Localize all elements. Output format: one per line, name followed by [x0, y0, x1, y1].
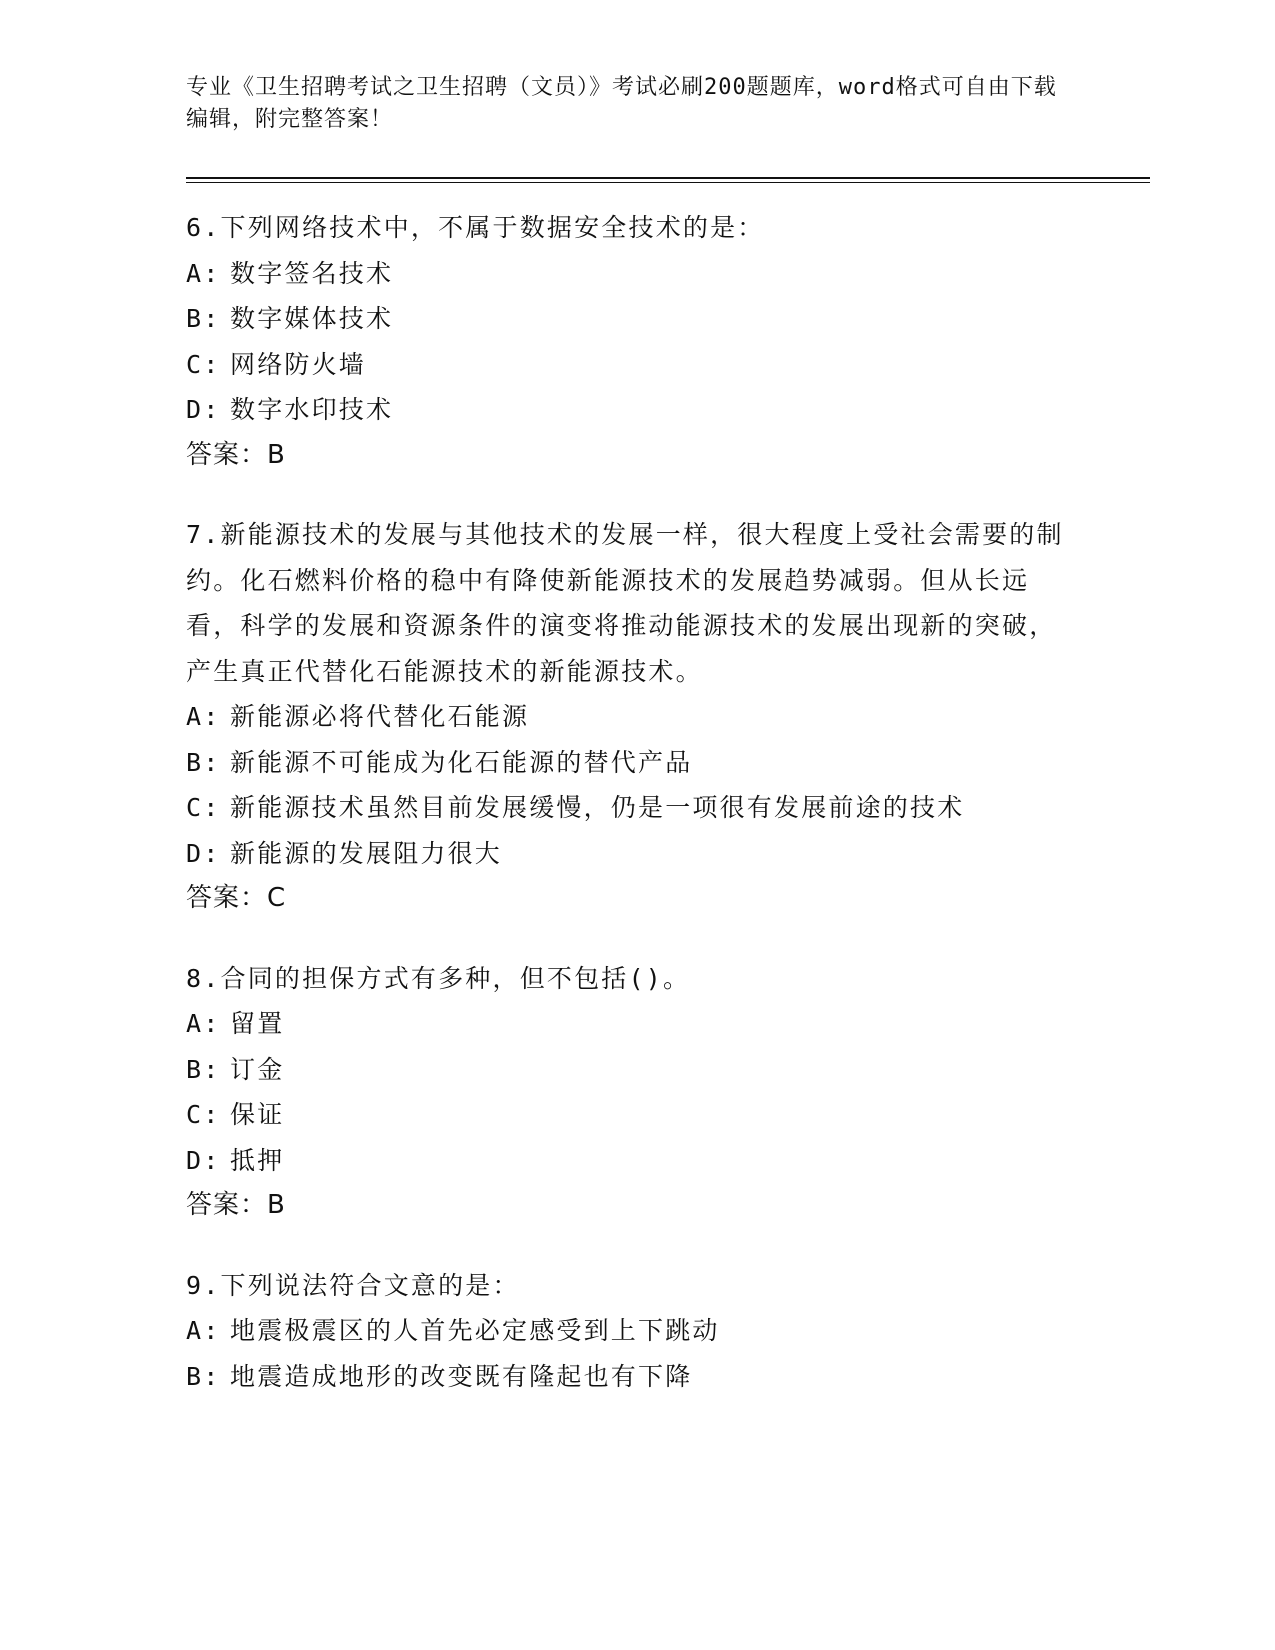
question-9 [186, 1263, 1066, 1400]
answer-line: 答案：B [186, 1190, 286, 1220]
option-text: 新能源必将代替化石能源 [230, 702, 530, 731]
option-letter: B: [186, 1361, 221, 1391]
question-8 [186, 956, 1066, 1229]
option-text: 订金 [230, 1054, 285, 1084]
option-b [186, 1047, 1066, 1093]
option-letter: B: [186, 747, 221, 777]
option-text: 网络防火墙 [230, 349, 367, 379]
option-d [186, 1138, 1066, 1184]
option-text: 留置 [230, 1009, 285, 1038]
option-a [186, 694, 1066, 740]
option-d [186, 831, 1066, 877]
option-letter: B: [186, 304, 221, 333]
question-stem: 7.新能源技术的发展与其他技术的发展一样，很大程度上受社会需要的制约。化石燃料价格的稳中有降使新能源技术的发展趋势减弱。但从长远看，科学的发展和资源条件的演变将推动能源技术的发展出现新的突破，产生真正代替化石能源技术的新能源技术。 [186, 520, 1064, 686]
option-b [186, 740, 1066, 786]
header-divider-thin [186, 182, 1150, 183]
option-b [186, 296, 1066, 342]
option-a [186, 1308, 1066, 1354]
question-list [186, 205, 1066, 1433]
option-text: 新能源技术虽然目前发展缓慢，仍是一项很有发展前途的技术 [230, 793, 965, 822]
option-text: 新能源的发展阻力很大 [230, 838, 503, 868]
option-text: 地震造成地形的改变既有隆起也有下降 [230, 1361, 693, 1391]
question-stem: 8.合同的担保方式有多种，但不包括()。 [186, 963, 691, 993]
option-text: 地震极震区的人首先必定感受到上下跳动 [230, 1316, 720, 1345]
option-letter: C: [186, 1100, 221, 1129]
option-text: 新能源不可能成为化石能源的替代产品 [230, 747, 693, 777]
answer-line: 答案：B [186, 439, 286, 470]
option-text: 数字签名技术 [230, 258, 394, 288]
option-c [186, 342, 1066, 388]
option-b [186, 1354, 1066, 1400]
option-letter: D: [186, 395, 221, 424]
document-intro: 专业《卫生招聘考试之卫生招聘（文员）》考试必刷200题题库，word格式可自由下载编辑，附完整答案！ [186, 75, 1057, 132]
option-a [186, 1001, 1066, 1047]
option-letter: B: [186, 1054, 221, 1084]
option-c [186, 1092, 1066, 1138]
option-letter: C: [186, 349, 221, 379]
option-c [186, 785, 1066, 831]
option-letter: A: [186, 1316, 221, 1345]
option-letter: A: [186, 1009, 221, 1038]
option-letter: D: [186, 838, 221, 868]
question-6 [186, 205, 1066, 478]
option-letter: C: [186, 793, 221, 822]
question-7 [186, 512, 1066, 922]
option-text: 数字媒体技术 [230, 304, 394, 333]
answer-line: 答案：C [186, 883, 287, 913]
option-a [186, 251, 1066, 297]
question-stem: 9.下列说法符合文意的是： [186, 1270, 520, 1300]
option-letter: A: [186, 258, 221, 288]
header-divider-thick [186, 177, 1150, 179]
option-letter: A: [186, 702, 221, 731]
option-text: 保证 [230, 1100, 285, 1129]
question-stem: 6.下列网络技术中，不属于数据安全技术的是： [186, 213, 765, 242]
option-text: 数字水印技术 [230, 395, 394, 424]
option-text: 抵押 [230, 1145, 285, 1175]
option-letter: D: [186, 1145, 221, 1175]
option-d [186, 387, 1066, 433]
